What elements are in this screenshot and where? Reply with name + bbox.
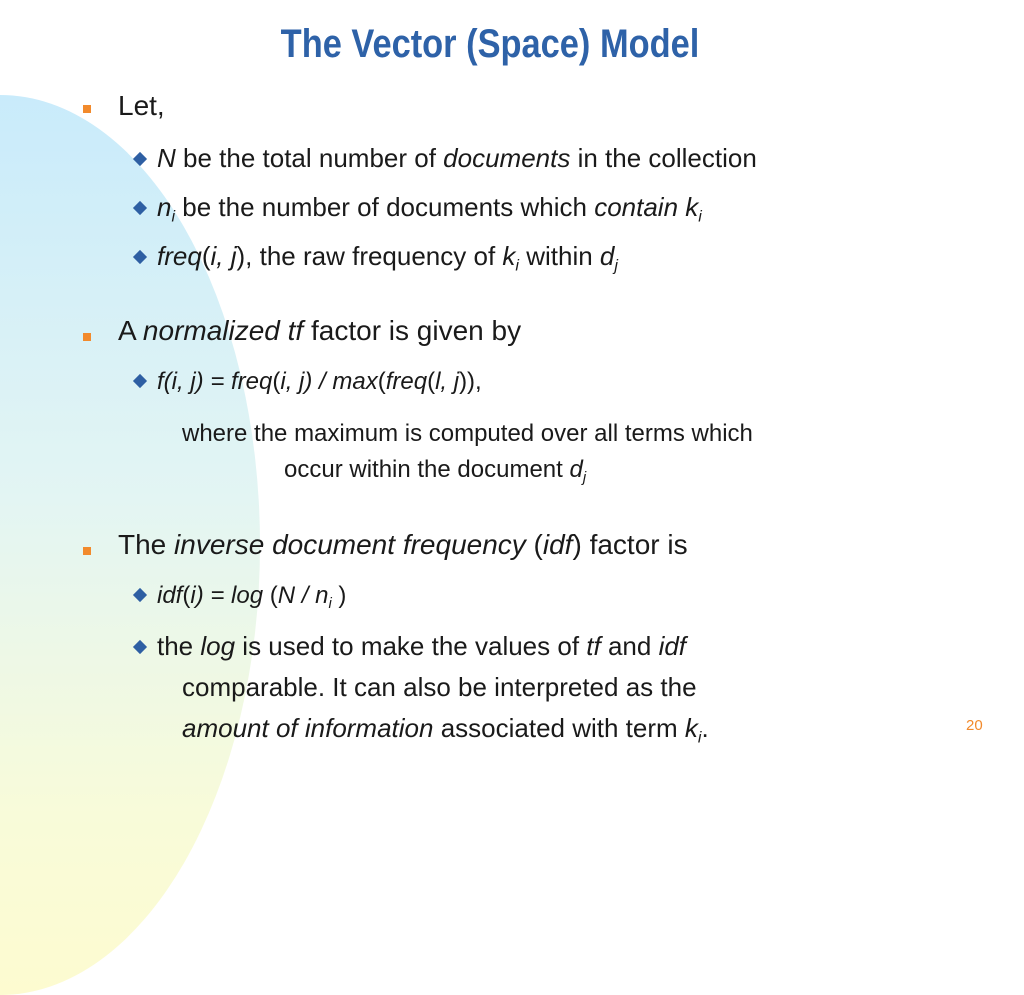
occur-within-text [284,456,587,487]
var-N: N [157,143,176,173]
diamond-bullet-icon [133,250,147,264]
text-idf: idf [658,631,687,661]
subscript-i: i [328,596,332,613]
subscript-j: j [582,470,587,487]
text-freq: freq [157,241,202,271]
text-normalized-tf: normalized tf [142,315,304,346]
formula-part: ) / max [304,368,378,395]
square-bullet-icon [83,105,91,113]
bullet-normalized-tf [118,315,521,347]
text: in the collection [570,143,757,173]
var-k: k [684,713,698,743]
text: the [157,631,201,661]
text: and [600,631,659,661]
sub-bullet-total-docs [135,143,757,174]
text: is used to make the values of [235,631,587,661]
formula-part: l, j [435,368,460,395]
page-number: 20 [966,717,983,734]
comparable-text: comparable. It can also be interpreted as the [182,672,697,702]
text: be the total number of [175,143,444,173]
diamond-bullet-icon [133,152,147,166]
text: A [118,315,143,346]
text: ) factor is [572,529,688,560]
text: be the number of documents which [175,192,595,222]
text-tf: tf [586,631,601,661]
bullet-let-text: Let, [118,90,165,121]
text-idf: idf [542,529,573,560]
sub-bullet-ni [135,192,702,226]
subscript-i: i [171,207,176,226]
formula-part: f(i, j) = freq [157,368,273,395]
bullet-idf [118,529,688,561]
paren: ( [427,368,436,395]
text-amount-of-information: amount of information [182,713,434,743]
formula-part: i [190,582,196,609]
subscript-i: i [698,207,702,226]
comma: , [475,368,482,395]
paren: ( [272,368,281,395]
period: . [701,713,709,743]
var-n: n [157,192,172,222]
paren: ( [377,368,386,395]
text-documents: documents [443,143,571,173]
text-contain-k: contain k [594,192,699,222]
square-bullet-icon [83,547,91,555]
where-maximum-text: where the maximum is computed over all terms which [182,420,753,447]
paren: ) [331,582,347,609]
square-bullet-icon [83,333,91,341]
sub-bullet-idf-formula [135,582,347,613]
text-inverse-document-frequency: inverse document frequency [174,529,526,560]
diamond-bullet-icon [133,640,147,654]
amount-of-information-text [182,713,709,747]
paren: ) [236,241,246,271]
var-d: d [599,241,615,271]
slide-title: The Vector (Space) Model [280,22,700,66]
text: within [519,241,600,271]
subscript-i: i [697,728,702,747]
sub-bullet-log [135,631,686,662]
text: associated with term [433,713,685,743]
formula-part: i, j [280,368,305,395]
text: factor is given by [303,315,522,346]
formula-part: ) = log [195,582,270,609]
sub-bullet-tf-formula [135,368,482,396]
text-log: log [200,631,236,661]
text-ij: i, j [210,241,237,271]
formula-part: N / n [277,582,329,609]
diamond-bullet-icon [133,588,147,602]
formula-part: freq [385,368,428,395]
diamond-bullet-icon [133,201,147,215]
var-d: d [569,456,583,483]
diamond-bullet-icon [133,374,147,388]
paren: ( [201,241,211,271]
subscript-i: i [515,256,519,275]
paren: ( [269,582,278,609]
sub-bullet-freq [135,241,618,275]
var-k: k [502,241,516,271]
text: occur within the document [284,456,570,483]
subscript-j: j [614,256,618,275]
text: The [118,529,175,560]
paren: )) [459,368,476,395]
bullet-let [118,90,165,122]
text: , the raw frequency of [245,241,503,271]
paren: ( [182,582,191,609]
formula-part: idf [157,582,183,609]
paren: ( [525,529,543,560]
